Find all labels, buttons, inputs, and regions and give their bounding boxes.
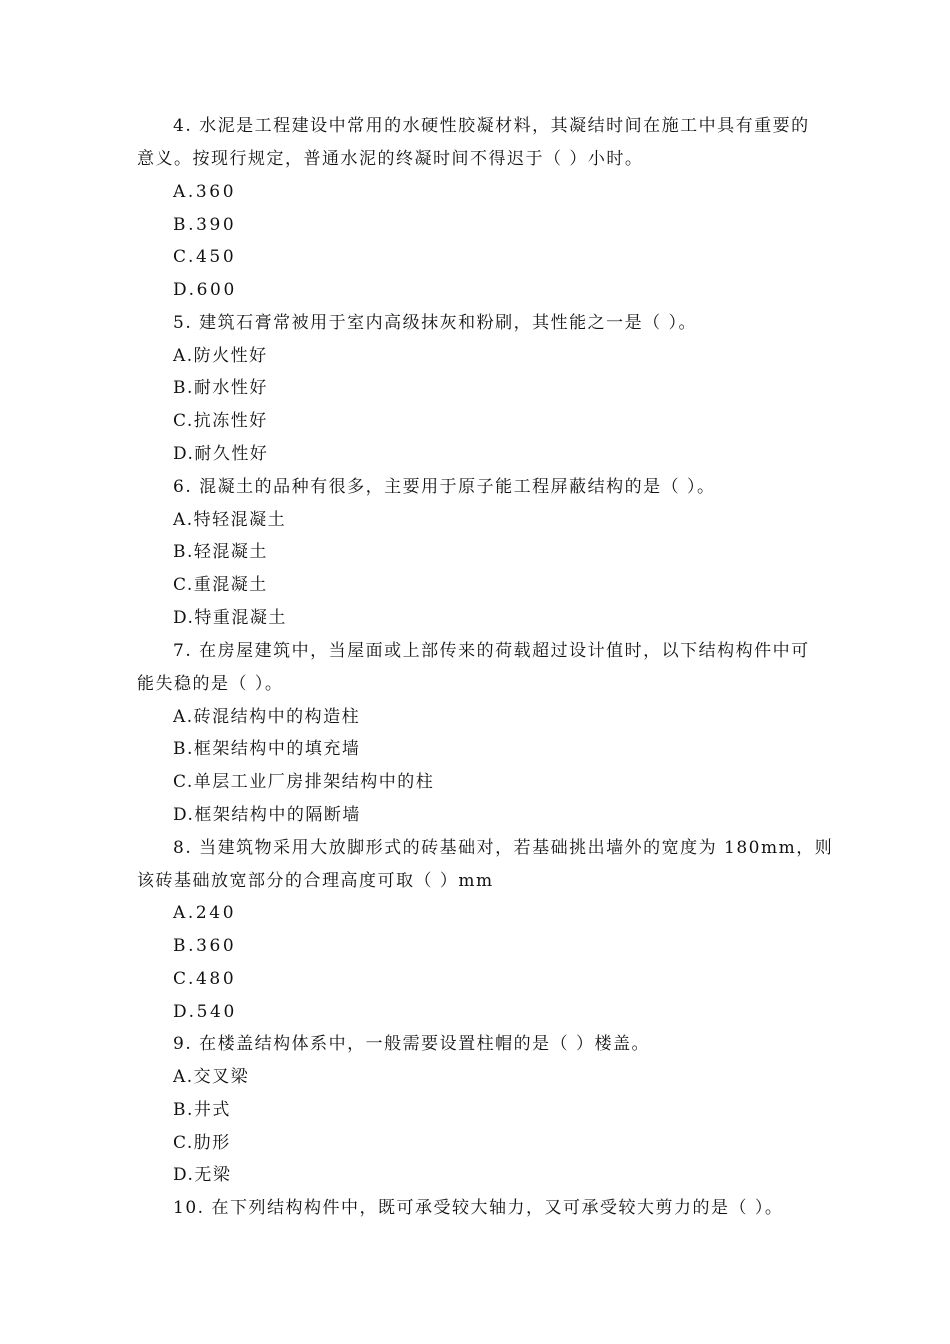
question-8-option-c: C.480 bbox=[173, 969, 237, 989]
question-10-stem: 10. 在下列结构构件中，既可承受较大轴力，又可承受较大剪力的是（ ）。 bbox=[173, 1198, 784, 1218]
question-6-option-b: B.轻混凝土 bbox=[173, 542, 268, 562]
question-4-option-b: B.390 bbox=[173, 215, 237, 235]
question-4-stem-line2: 意义。按现行规定，普通水泥的终凝时间不得迟于（ ）小时。 bbox=[137, 149, 644, 169]
question-9-option-d: D.无梁 bbox=[173, 1165, 232, 1185]
question-4-option-d: D.600 bbox=[173, 280, 237, 300]
question-5-option-a: A.防火性好 bbox=[173, 346, 268, 366]
question-7-stem-line2: 能失稳的是（ ）。 bbox=[137, 674, 284, 694]
question-5-option-b: B.耐水性好 bbox=[173, 378, 268, 398]
question-7-stem-line1: 7. 在房屋建筑中，当屋面或上部传来的荷载超过设计值时，以下结构构件中可 bbox=[173, 641, 810, 661]
question-6-option-c: C.重混凝土 bbox=[173, 575, 268, 595]
question-5-stem: 5. 建筑石膏常被用于室内高级抹灰和粉刷，其性能之一是（ ）。 bbox=[173, 313, 698, 333]
question-8-option-d: D.540 bbox=[173, 1002, 237, 1022]
question-7-option-a: A.砖混结构中的构造柱 bbox=[173, 707, 361, 727]
question-9-option-a: A.交叉梁 bbox=[173, 1067, 250, 1087]
question-4-option-c: C.450 bbox=[173, 247, 237, 267]
question-7-option-b: B.框架结构中的填充墙 bbox=[173, 739, 361, 759]
question-8-option-b: B.360 bbox=[173, 936, 237, 956]
question-7-option-c: C.单层工业厂房排架结构中的柱 bbox=[173, 772, 435, 792]
question-8-stem-line1: 8. 当建筑物采用大放脚形式的砖基础对，若基础挑出墙外的宽度为 180mm，则 bbox=[173, 838, 834, 858]
question-8-option-a: A.240 bbox=[173, 903, 237, 923]
question-5-option-d: D.耐久性好 bbox=[173, 444, 269, 464]
question-4-stem-line1: 4. 水泥是工程建设中常用的水硬性胶凝材料，其凝结时间在施工中具有重要的 bbox=[173, 116, 810, 136]
question-6-stem: 6. 混凝土的品种有很多，主要用于原子能工程屏蔽结构的是（ ）。 bbox=[173, 477, 716, 497]
question-6-option-d: D.特重混凝土 bbox=[173, 608, 287, 628]
question-7-option-d: D.框架结构中的隔断墙 bbox=[173, 805, 361, 825]
question-4-option-a: A.360 bbox=[173, 182, 237, 202]
question-5-option-c: C.抗冻性好 bbox=[173, 411, 268, 431]
question-9-stem: 9. 在楼盖结构体系中，一般需要设置柱帽的是（ ）楼盖。 bbox=[173, 1034, 651, 1054]
question-9-option-c: C.肋形 bbox=[173, 1133, 231, 1153]
question-6-option-a: A.特轻混凝土 bbox=[173, 510, 287, 530]
question-9-option-b: B.井式 bbox=[173, 1100, 231, 1120]
question-8-stem-line2: 该砖基础放宽部分的合理高度可取（ ）mm bbox=[137, 871, 494, 891]
